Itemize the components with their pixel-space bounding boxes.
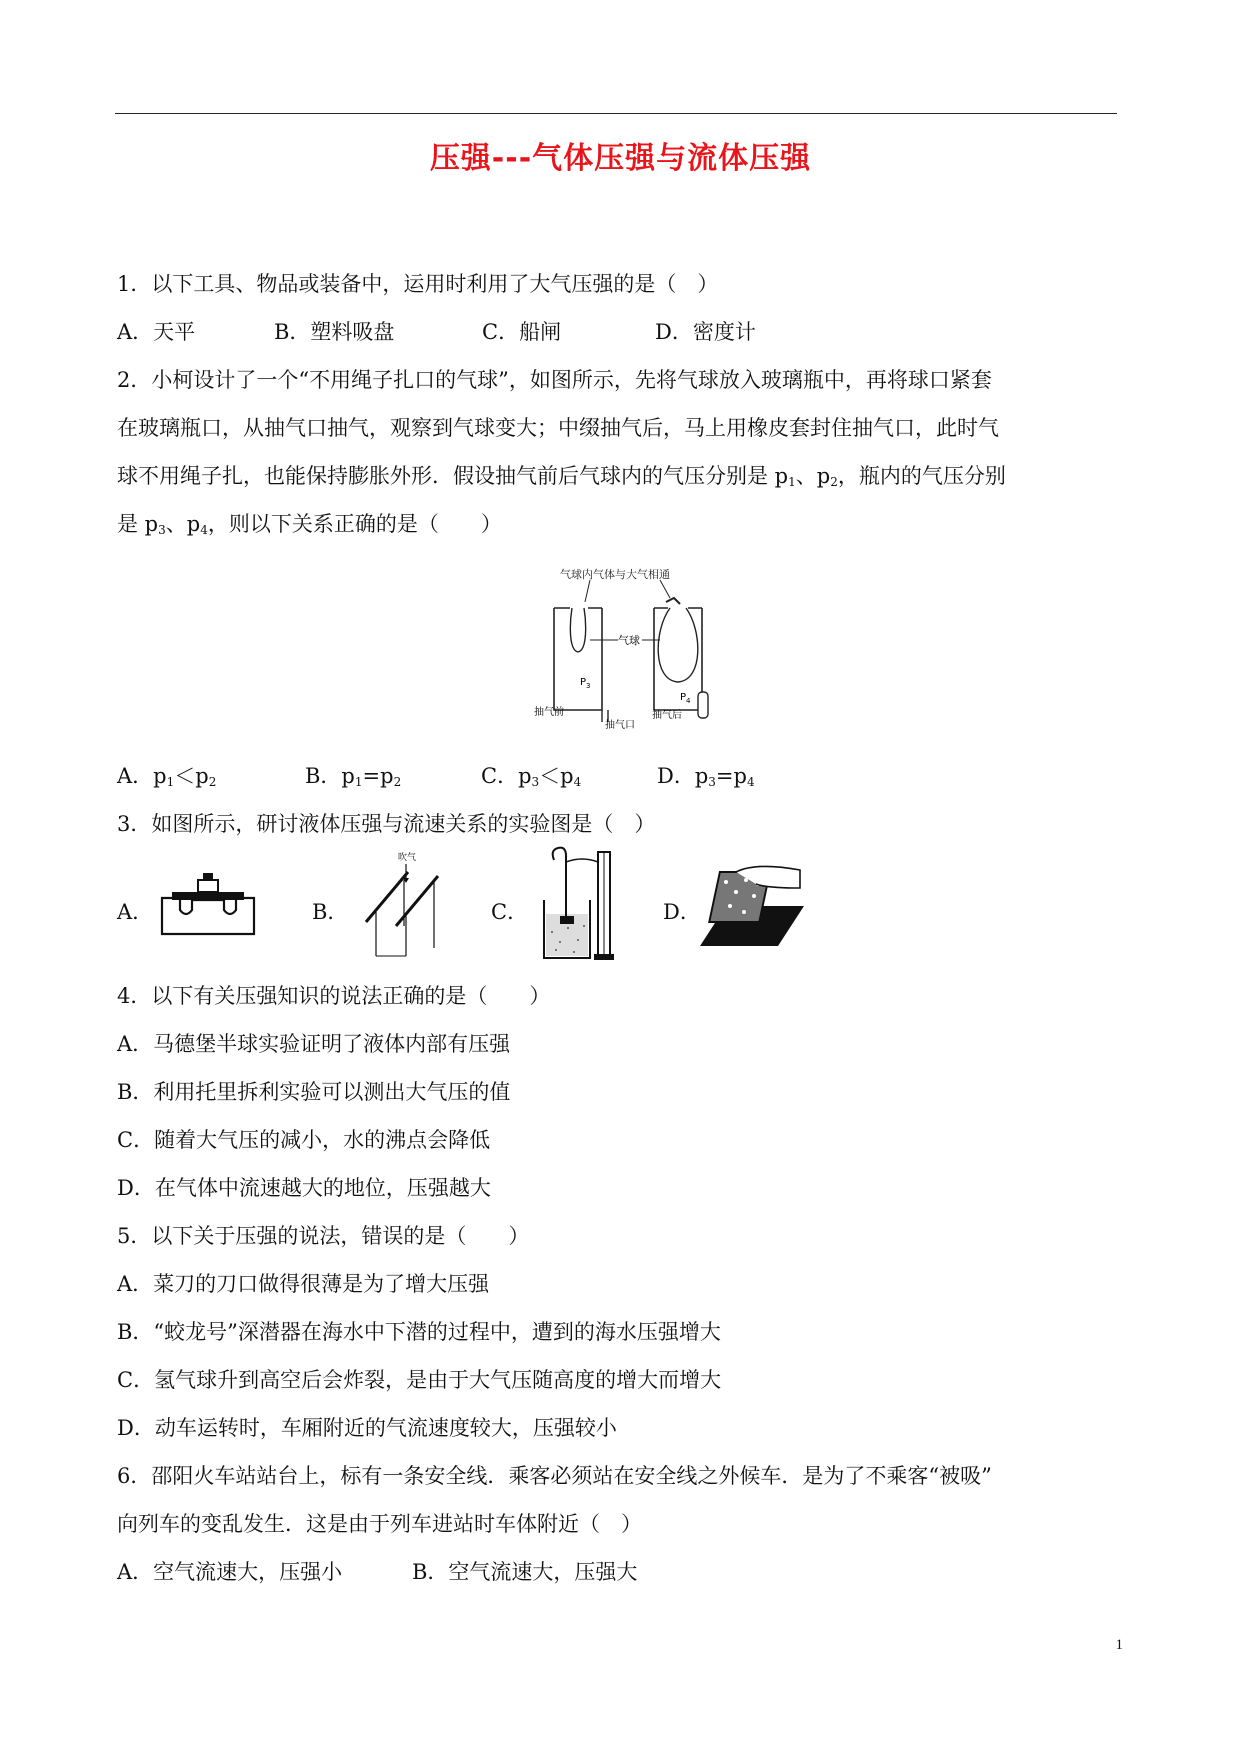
q3-figure-d xyxy=(696,862,808,950)
q3-figure-c xyxy=(538,842,618,962)
q2-option-d: D．$p_3=p_4$ xyxy=(657,764,755,789)
q3-option-a: A． xyxy=(117,900,154,924)
page-number: 1 xyxy=(1115,1637,1123,1653)
q2-option-a: A．$p_1<p_2$ xyxy=(117,764,217,789)
q3-option-d: D． xyxy=(663,900,701,924)
q5-option-c: C．氢气球升到高空后会炸裂，是由于大气压随高度的增大而增大 xyxy=(117,1368,722,1392)
q2-option-c: C．$p_3<p_4$ xyxy=(481,764,582,789)
q6-options xyxy=(117,1558,1017,1586)
fig-label-after: 抽气后 xyxy=(652,710,682,721)
q6-line-2: 向列车的变乱发生．这是由于列车进站时车体附近（ ） xyxy=(117,1512,642,1536)
fig-label-p4: $P_4$ xyxy=(680,692,691,705)
q5-option-a: A．菜刀的刀口做得很薄是为了增大压强 xyxy=(117,1272,490,1296)
q4-stem: 4．以下有关压强知识的说法正确的是（ ） xyxy=(117,984,551,1008)
q1-options xyxy=(117,318,1017,346)
q3-figure-b xyxy=(358,850,448,960)
q4-option-a: A．马德堡半球实验证明了液体内部有压强 xyxy=(117,1032,511,1056)
q3-blow-label: 吹气 xyxy=(398,853,417,863)
page-title: 压强---气体压强与流体压强 xyxy=(429,141,812,176)
q6-line-1: 6．邵阳火车站站台上，标有一条安全线．乘客必须站在安全线之外候车．是为了不乘客“被吸” xyxy=(117,1464,992,1488)
q5-stem: 5．以下关于压强的说法，错误的是（ ） xyxy=(117,1224,530,1248)
q1-stem: 1．以下工具、物品或装备中，运用时利用了大气压强的是（ ） xyxy=(117,272,719,296)
fig-label-before: 抽气前 xyxy=(534,707,564,718)
q2-option-b: B．$p_1=p_2$ xyxy=(305,764,402,789)
q4-option-c: C．随着大气压的减小，水的沸点会降低 xyxy=(117,1128,491,1152)
fig-label-balloon: 气球 xyxy=(618,634,640,647)
q5-option-d: D．动车运转时，车厢附近的气流速度较大，压强较小 xyxy=(117,1416,617,1440)
q5-option-b: B．“蛟龙号”深潜器在海水中下潜的过程中，遭到的海水压强增大 xyxy=(117,1320,721,1344)
q6-option-a: A．空气流速大，压强小 xyxy=(117,1560,343,1584)
q3-option-c: C． xyxy=(491,900,529,924)
fig-label-port: 抽气口 xyxy=(605,720,635,730)
q1-option-a: A．天平 xyxy=(117,320,196,344)
q3-option-b: B． xyxy=(312,900,349,924)
q3-stem: 3．如图所示，研讨液体压强与流速关系的实验图是（ ） xyxy=(117,812,656,836)
q6-option-b: B．空气流速大，压强大 xyxy=(412,1560,638,1584)
q1-option-c: C．船闸 xyxy=(482,320,562,344)
q2-line-4: 是 $p_3$、$p_4$，则以下关系正确的是（ ） xyxy=(117,512,502,537)
header-rule xyxy=(115,113,1117,114)
q1-option-d: D．密度计 xyxy=(655,320,756,344)
q1-option-b: B．塑料吸盘 xyxy=(274,320,395,344)
q4-option-b: B．利用托里拆利实验可以测出大气压的值 xyxy=(117,1080,511,1104)
q3-figure-a xyxy=(158,870,258,940)
q2-line-1: 2．小柯设计了一个“不用绳子扎口的气球”，如图所示，先将气球放入玻璃瓶中，再将球口紧套 xyxy=(117,368,992,392)
q2-line-2: 在玻璃瓶口，从抽气口抽气，观察到气球变大；中缀抽气后，马上用橡皮套封住抽气口，此时气 xyxy=(117,416,999,440)
q2-line-3: 球不用绳子扎，也能保持膨胀外形．假设抽气前后气球内的气压分别是 $p_1$、$p_2$，瓶内的气压分别 xyxy=(117,464,1006,489)
fig-label-p3: $P_3$ xyxy=(580,677,591,690)
q2-balloon-bottle-figure xyxy=(530,560,720,730)
q2-options xyxy=(117,762,1017,790)
q4-option-d: D．在气体中流速越大的地位，压强越大 xyxy=(117,1176,491,1200)
fig-label-balloon-air: 气球内气体与大气相通 xyxy=(560,568,670,581)
